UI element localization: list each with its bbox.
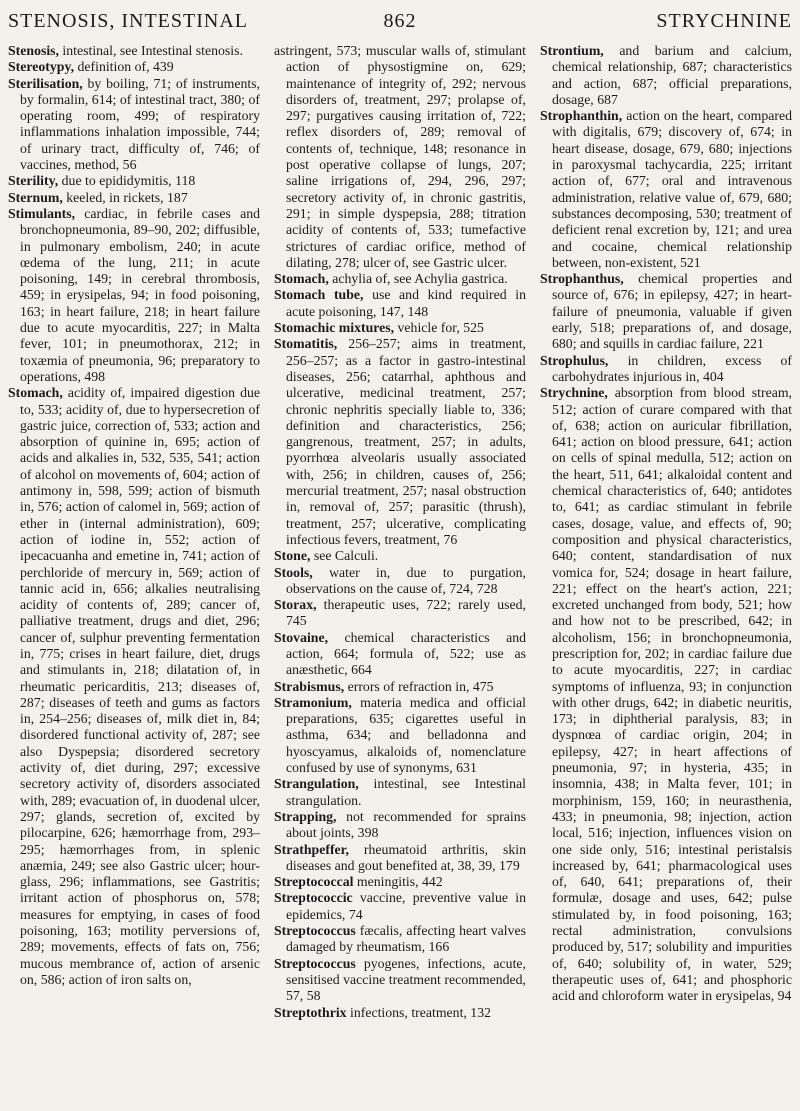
- index-entry: [274, 287, 526, 320]
- index-entry: [8, 385, 260, 988]
- index-entry: [274, 630, 526, 679]
- entry-headword: Stools,: [274, 564, 313, 580]
- index-entry: [8, 43, 260, 59]
- entry-text: chemical characteristics and action, 664; formula of, 522; use as anæsthetic, 664: [286, 629, 526, 678]
- index-entry: [274, 679, 526, 695]
- entry-headword: Strophulus,: [540, 352, 609, 368]
- entry-text: not recommended for sprains about joints, 398: [286, 808, 526, 841]
- entry-headword: Sternum,: [8, 189, 63, 205]
- running-header: [8, 10, 792, 36]
- index-entry: [274, 695, 526, 776]
- index-entry: [274, 809, 526, 842]
- entry-headword: Strychnine,: [540, 385, 608, 401]
- index-entry: [274, 336, 526, 548]
- index-column-2: [274, 43, 526, 1105]
- index-columns: [8, 43, 792, 1105]
- entry-headword: Stomachic mixtures,: [274, 320, 395, 336]
- index-entry: [8, 59, 260, 75]
- page-number: 862: [383, 10, 417, 32]
- index-entry: [274, 271, 526, 287]
- entry-text: action on the heart, compared with digitalis, 679; discovery of, 674; in heart disease, dosage, 679, 680; injections in paroxysmal tachycardia, 225; irritant action of, 677; oral and intravenous administration, relative value of, 679, 680; substances decomposing, 530; treatment of deficient renal excretion by, 121; and urea and cocaine, chemical relationship between, non-existent, 521: [552, 108, 792, 270]
- entry-headword: Stomach,: [274, 271, 329, 287]
- entry-text: pyogenes, infections, acute, sensitised vaccine treatment recommended, 57, 58: [286, 955, 526, 1004]
- index-entry: [274, 776, 526, 809]
- index-entry: [540, 43, 792, 108]
- entry-text: chemical properties and source of, 676; in epilepsy, 427; in heart-failure of pneumonia, valuable if given early, 518; preparations of, and dosage, 680; and squills in cardiac failure, 221: [552, 271, 792, 352]
- index-entry: [540, 271, 792, 352]
- entry-text: due to epididymitis, 118: [58, 173, 196, 189]
- entry-text: acidity of, impaired digestion due to, 533; acidity of, due to hypersecretion of gastric juice, correction of, 533; action and absorption of quinine in, 695; action of acids and alkalies in, 532, 535, 541; action of alcohol on movements of, 604; action of antimony in, 598, 599; action of bismuth in, 576; action of calomel in, 569; action of ether in (internal administration), 609; action of iodine in, 552; action of ipecacuanha and emetine in, 741; action of perchloride of mercury in, 569; action of tannic acid in, 656; alkalies neutralising acidity of contents of, 289; cancer of, palliative treatment, drugs and diet, 296; cancer of, sulphur preventing fermentation in, 775; crises in heart failure, diet, drugs and stimulants in, 218; dilatation of, in rheumatic pericarditis, 213; diseases of, 287; diseases of teeth and gums as factors in, 254–256; diseases of, milk diet in, 84; disordered functional activity of, 287; see also Dyspepsia; disordered secretory activity of, diet during, 297; excessive secretory activity of, disorders associated with, 289; evacuation of, in duodenal ulcer, 297; glands, secretion of, excited by pilocarpine, 626; hæmorrhage from, 293–295; hæmorrhages from, in splenic anæmia, 249; see also Gastric ulcer; hour-glass, 296; inflammations, see Gastritis; irritant action of phosphorus on, 578; measures for emptying, in cases of food poisoning, 163; motility perversions of, 289; movements, effects of fats on, 756; mucous membrance of, action of arsenic on, 586; action of iron salts on,: [20, 385, 260, 987]
- index-entry: [274, 956, 526, 1005]
- entry-text: cardiac, in febrile cases and bronchopneumonia, 89–90, 202; diffusible, in pulmonary embolism, 240; in acute œdema of the lung, 211; in acute poisoning, 149; in cerebral thrombosis, 459; in erysipelas, 94; in food poisoning, 163; in heart failure, 218; in heart failure due to acute myocarditis, 227; in Malta fever, 101; in pneumothorax, 212; in toxæmia of pneumonia, 96; preparatory to operations, 498: [20, 205, 260, 384]
- entry-text: rheumatoid arthritis, skin diseases and gout benefited at, 38, 39, 179: [286, 841, 526, 873]
- entry-text: definition of, 439: [74, 59, 174, 75]
- entry-headword: Stenosis,: [8, 43, 59, 58]
- entry-headword: Streptococcal: [274, 874, 354, 890]
- entry-text: and barium and calcium, chemical relationship, 687; characteristics and action, 687; official preparations, dosage, 687: [552, 43, 792, 107]
- index-entry: [8, 190, 260, 206]
- index-entry: [274, 874, 526, 890]
- header-left-term: STENOSIS, INTESTINAL: [8, 10, 248, 32]
- index-entry: [8, 206, 260, 385]
- entry-text: vehicle for, 525: [394, 320, 484, 336]
- entry-headword: Strapping,: [274, 808, 337, 824]
- entry-text: fæcalis, affecting heart valves damaged by rheumatism, 166: [286, 923, 526, 955]
- entry-text: infections, treatment, 132: [346, 1004, 492, 1020]
- entry-text: intestinal, see Intestinal stenosis.: [58, 43, 243, 58]
- index-column-3: [540, 43, 792, 1105]
- entry-text: errors of refraction in, 475: [344, 678, 494, 694]
- entry-text: in children, excess of carbohydrates injurious in, 404: [552, 352, 792, 384]
- index-entry: [540, 353, 792, 386]
- entry-headword: Stovaine,: [274, 629, 329, 645]
- entry-text: water in, due to purgation, observations on the cause of, 724, 728: [286, 564, 526, 596]
- index-column-1: [8, 43, 260, 1105]
- entry-text: keeled, in rickets, 187: [62, 189, 188, 205]
- entry-headword: Stomatitis,: [274, 336, 338, 352]
- index-entry: [8, 173, 260, 189]
- entry-headword: Stimulants,: [8, 205, 76, 221]
- index-entry: [540, 385, 792, 1004]
- index-entry: [274, 1005, 526, 1021]
- header-right-term: STRYCHNINE: [656, 10, 792, 32]
- entry-text: by boiling, 71; of instruments, by formalin, 614; of intestinal tract, 380; of operating room, 499; of respiratory inflammations inhalation impossible, 744; of urinary tract, difficulty of, 746; of vaccines, method, 56: [20, 75, 260, 173]
- entry-text: vaccine, preventive value in epidemics, 74: [286, 890, 526, 922]
- index-entry: [540, 108, 792, 271]
- index-entry: [274, 320, 526, 336]
- index-entry: [274, 923, 526, 956]
- index-entry: [274, 548, 526, 564]
- entry-text: 256–257; aims in treatment, 256–257; as a factor in gastro-intestinal diseases, 256; catarrhal, aphthous and ulcerative, medicinal treatment, 257; chronic nephritis specially liable to, 336; definition and characteristics, 256; gangrenous, treatment, 257; in adults, pyorrhœa alveolaris usually associated with, 256; in children, causes of, 256; mercurial treatment, 257; nasal obstruction in, removal of, 257; parasitic (thrush), treatment, 257; ulcerative, complicating infectious fevers, treatment, 76: [286, 336, 526, 547]
- entry-headword: Stomach tube,: [274, 287, 364, 303]
- index-entry: [8, 76, 260, 174]
- entry-text: intestinal, see Intestinal strangulation.: [286, 776, 526, 808]
- entry-text: meningitis, 442: [353, 874, 443, 890]
- entry-text: use and kind required in acute poisoning, 147, 148: [286, 287, 526, 319]
- entry-headword: Stramonium,: [274, 694, 352, 710]
- entry-text: see Calculi.: [310, 548, 379, 564]
- entry-headword: Strabismus,: [274, 678, 345, 694]
- entry-text: absorption from blood stream, 512; action of curare compared with that of, 638; action on auricular fibrillation, 641; action on blood pressure, 641; action on cells of spinal medulla, 512; action on the heart, 511, 641; alkaloidal content and chemical characteristics of, 640; antidotes to, 641; as cardiac stimulant in febrile cases, dosage, value, and effects of, 90; composition and physical characteristics, 640; content, standardisation of nux vomica for, 524; dosage in heart failure, 221; effect on the heart's action, 221; excreted unchanged from body, 521; how and how not to be prescribed, 642; in alcoholism, 156; in bronchopneumonia, prescription for, 202; in cardiac failure due to acute myocarditis, 227; in cardiac symptoms of influenza, 93; in conjunction with other drugs, 642; in diabetic neuritis, 173; in diphtherial paralysis, 83; in dyspnœa of cardiac origin, 204; in epilepsy, 427; in heart affections of pneumonia, 97; in hysteria, 435; in insomnia, 438; in Malta fever, 101; in morphinism, 159, 160; in neurasthenia, 433; in pneumonia, 98; injection, action local, 516; injection, influences vision on one side only, 516; intestinal peristalsis increased by, 641; pharmacological uses of, 640, 641; preparations of, their formulæ, dosage and uses, 642; pulse stimulated by, in food poisoning, 163; rectal administration, convulsions produced by, 517; solubility and impurities of, 640; solubility of, in water, 529; therapeutic uses of, 641; and phosphoric acid and chloroform water in erysipelas, 94: [552, 385, 792, 1004]
- entry-headword: Stone,: [274, 548, 311, 564]
- entry-headword: Sterility,: [8, 173, 59, 189]
- entry-text: materia medica and official preparations, 635; cigarettes useful in asthma, 634; and belladonna and hyoscyamus, alkaloids of, nomenclature confused by use of synonyms, 631: [286, 694, 526, 776]
- index-entry: [274, 565, 526, 598]
- index-entry: [274, 890, 526, 923]
- index-entry: [274, 43, 526, 271]
- entry-headword: Streptococcic: [274, 890, 353, 906]
- entry-headword: Storax,: [274, 597, 317, 613]
- entry-headword: Strangulation,: [274, 776, 359, 792]
- entry-headword: Stomach,: [8, 385, 63, 401]
- entry-headword: Strontium,: [540, 43, 604, 58]
- entry-text: therapeutic uses, 722; rarely used, 745: [286, 597, 526, 629]
- entry-text: achylia of, see Achylia gastrica.: [328, 271, 508, 287]
- index-entry: [274, 597, 526, 630]
- index-entry: [274, 842, 526, 875]
- entry-headword: Strophanthin,: [540, 108, 623, 124]
- entry-headword: Strophanthus,: [540, 271, 624, 287]
- entry-headword: Stereotypy,: [8, 59, 75, 75]
- entry-headword: Strathpeffer,: [274, 841, 349, 857]
- entry-text: astringent, 573; muscular walls of, stimulant action of physostigmine on, 629; maintenance of integrity of, 292; nervous disorders of, treatment, 297; prolapse of, 297; purgatives causing irritation of, 722; reflex disorders of, 289; removal of contents of, technique, 148; resonance in post operative collapse of lungs, 207; saline irrigations of, 294, 296, 297; secretory activity of, in chronic gastritis, 291; in simple dyspepsia, 288; titration acidity of contents of, 533; tumefactive strictures of cardiac orifice, method of dilating, 278; ulcer of, see Gastric ulcer.: [274, 43, 526, 270]
- entry-headword: Streptococcus: [274, 955, 356, 971]
- entry-headword: Streptothrix: [274, 1004, 347, 1020]
- entry-headword: Sterilisation,: [8, 75, 83, 91]
- entry-headword: Streptococcus: [274, 923, 356, 939]
